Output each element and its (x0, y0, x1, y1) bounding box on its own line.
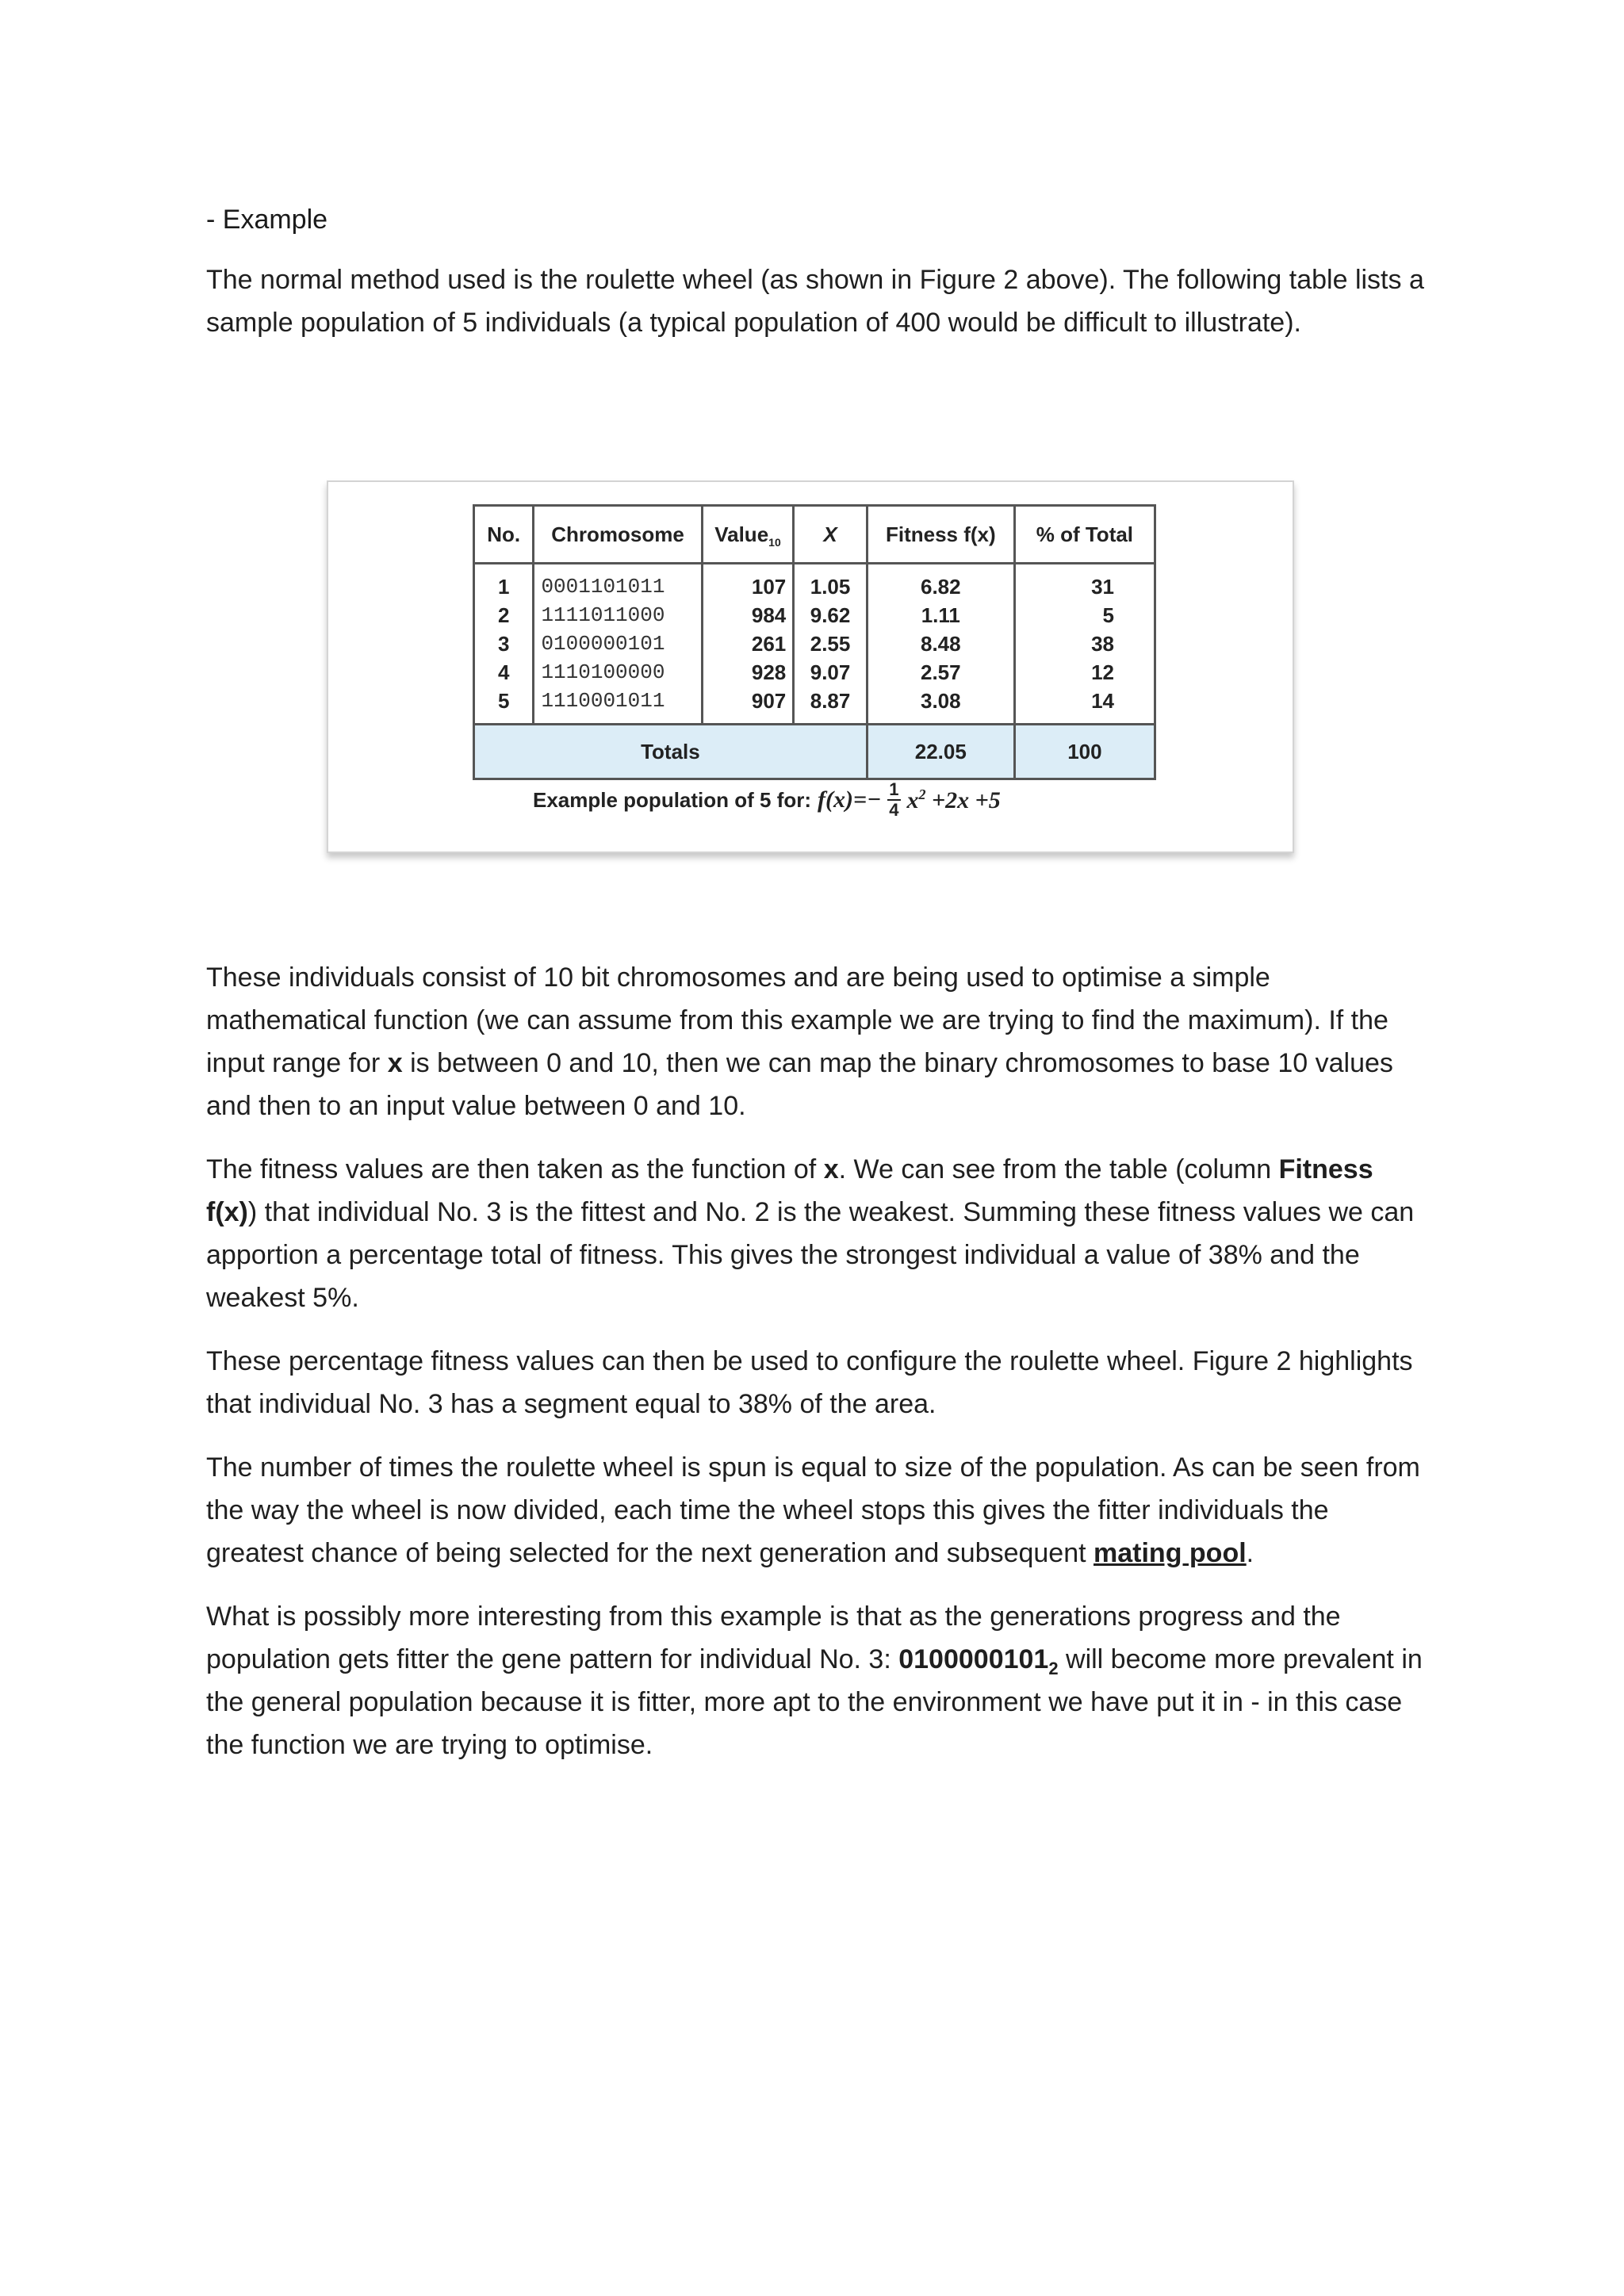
cell-pct: 14 (1014, 687, 1155, 725)
cell-no: 1 (474, 564, 534, 602)
header-pct: % of Total (1014, 506, 1155, 564)
totals-fitness: 22.05 (867, 725, 1014, 779)
cell-fitness: 2.57 (867, 658, 1014, 687)
intro-text: The normal method used is the roulette wheel (as shown in Figure 2 above). The following table lists a sample population of 5 individuals (a typical population of 400 would be difficult to illustrate). (206, 265, 1424, 338)
table-header-row (474, 506, 1155, 564)
cell-x: 9.62 (794, 601, 868, 629)
section-heading: - Example (206, 205, 328, 235)
caption-fraction: $\frac{1}{4}$ (889, 779, 899, 820)
paragraph-3: These percentage fitness values can then be used to configure the roulette wheel. Figure 2 highlights that individual No. 3 has a segment equal to 38% of the area. (206, 1346, 1413, 1419)
population-figure (327, 480, 1294, 853)
cell-value: 984 (702, 601, 794, 629)
cell-x: 1.05 (794, 564, 868, 602)
figure-caption (533, 780, 1001, 820)
paragraph-2: The fitness values are then taken as the function of x. We can see from the table (column Fitness f(x)) that individual No. 3 is the fittest and No. 2 is the weakest. Summing these fitness values we can apportion a percentage total of fitness. This gives the strongest individual a value of 38% and the weakest 5%. (206, 1154, 1415, 1313)
header-x: X (794, 506, 868, 564)
table-row (474, 687, 1155, 725)
cell-fitness: 8.48 (867, 629, 1014, 658)
header-chromosome: Chromosome (534, 506, 702, 564)
cell-pct: 12 (1014, 658, 1155, 687)
paragraph-1: These individuals consist of 10 bit chromosomes and are being used to optimise a simple mathematical function (we can assume from this example we are trying to find the maximum). If the input range for x is between 0 and 10, then we can map the binary chromosomes to base 10 values and then to an input value between 0 and 10. (206, 962, 1393, 1121)
cell-x: 8.87 (794, 687, 868, 725)
table-row (474, 629, 1155, 658)
totals-pct: 100 (1014, 725, 1155, 779)
totals-row (474, 725, 1155, 779)
totals-label: Totals (474, 725, 868, 779)
header-value: Value$_{10}$ (702, 506, 794, 564)
cell-x: 2.55 (794, 629, 868, 658)
caption-formula-rest: $x^2 +2x +5$ (906, 786, 1001, 813)
paragraph-4: The number of times the roulette wheel is spun is equal to size of the population. As can be seen from the way the wheel is now divided, each time the wheel stops this gives the fitter individuals the greatest chance of being selected for the next generation and subsequent mating pool. (206, 1452, 1420, 1568)
population-table (473, 504, 1156, 780)
body-text (206, 956, 1427, 1787)
cell-chromosome: 0100000101 (534, 629, 702, 658)
cell-value: 107 (702, 564, 794, 602)
cell-pct: 38 (1014, 629, 1155, 658)
header-no: No. (474, 506, 534, 564)
paragraph-5: What is possibly more interesting from this example is that as the generations progress and the population gets fitter the gene pattern for individual No. 3: $0100000101_2$ will become more prevalent in the general population because it is fitter, more apt to the environment we have put it in - in this case the function we are trying to optimise. (206, 1601, 1423, 1760)
cell-chromosome: 1110001011 (534, 687, 702, 725)
cell-no: 5 (474, 687, 534, 725)
header-fitness: Fitness f(x) (867, 506, 1014, 564)
cell-no: 4 (474, 658, 534, 687)
cell-fitness: 3.08 (867, 687, 1014, 725)
table-row (474, 564, 1155, 602)
cell-chromosome: 1111011000 (534, 601, 702, 629)
cell-no: 3 (474, 629, 534, 658)
mating-pool-link[interactable]: mating pool (1094, 1538, 1247, 1568)
cell-x: 9.07 (794, 658, 868, 687)
cell-pct: 31 (1014, 564, 1155, 602)
cell-pct: 5 (1014, 601, 1155, 629)
table-row (474, 658, 1155, 687)
cell-value: 928 (702, 658, 794, 687)
cell-fitness: 1.11 (867, 601, 1014, 629)
table-row (474, 601, 1155, 629)
caption-prefix: Example population of 5 for: (533, 787, 812, 812)
cell-value: 907 (702, 687, 794, 725)
cell-chromosome: 0001101011 (534, 564, 702, 602)
cell-chromosome: 1110100000 (534, 658, 702, 687)
intro-paragraph (206, 258, 1427, 365)
caption-formula: f(x)=− (818, 786, 882, 813)
cell-no: 2 (474, 601, 534, 629)
cell-fitness: 6.82 (867, 564, 1014, 602)
cell-value: 261 (702, 629, 794, 658)
